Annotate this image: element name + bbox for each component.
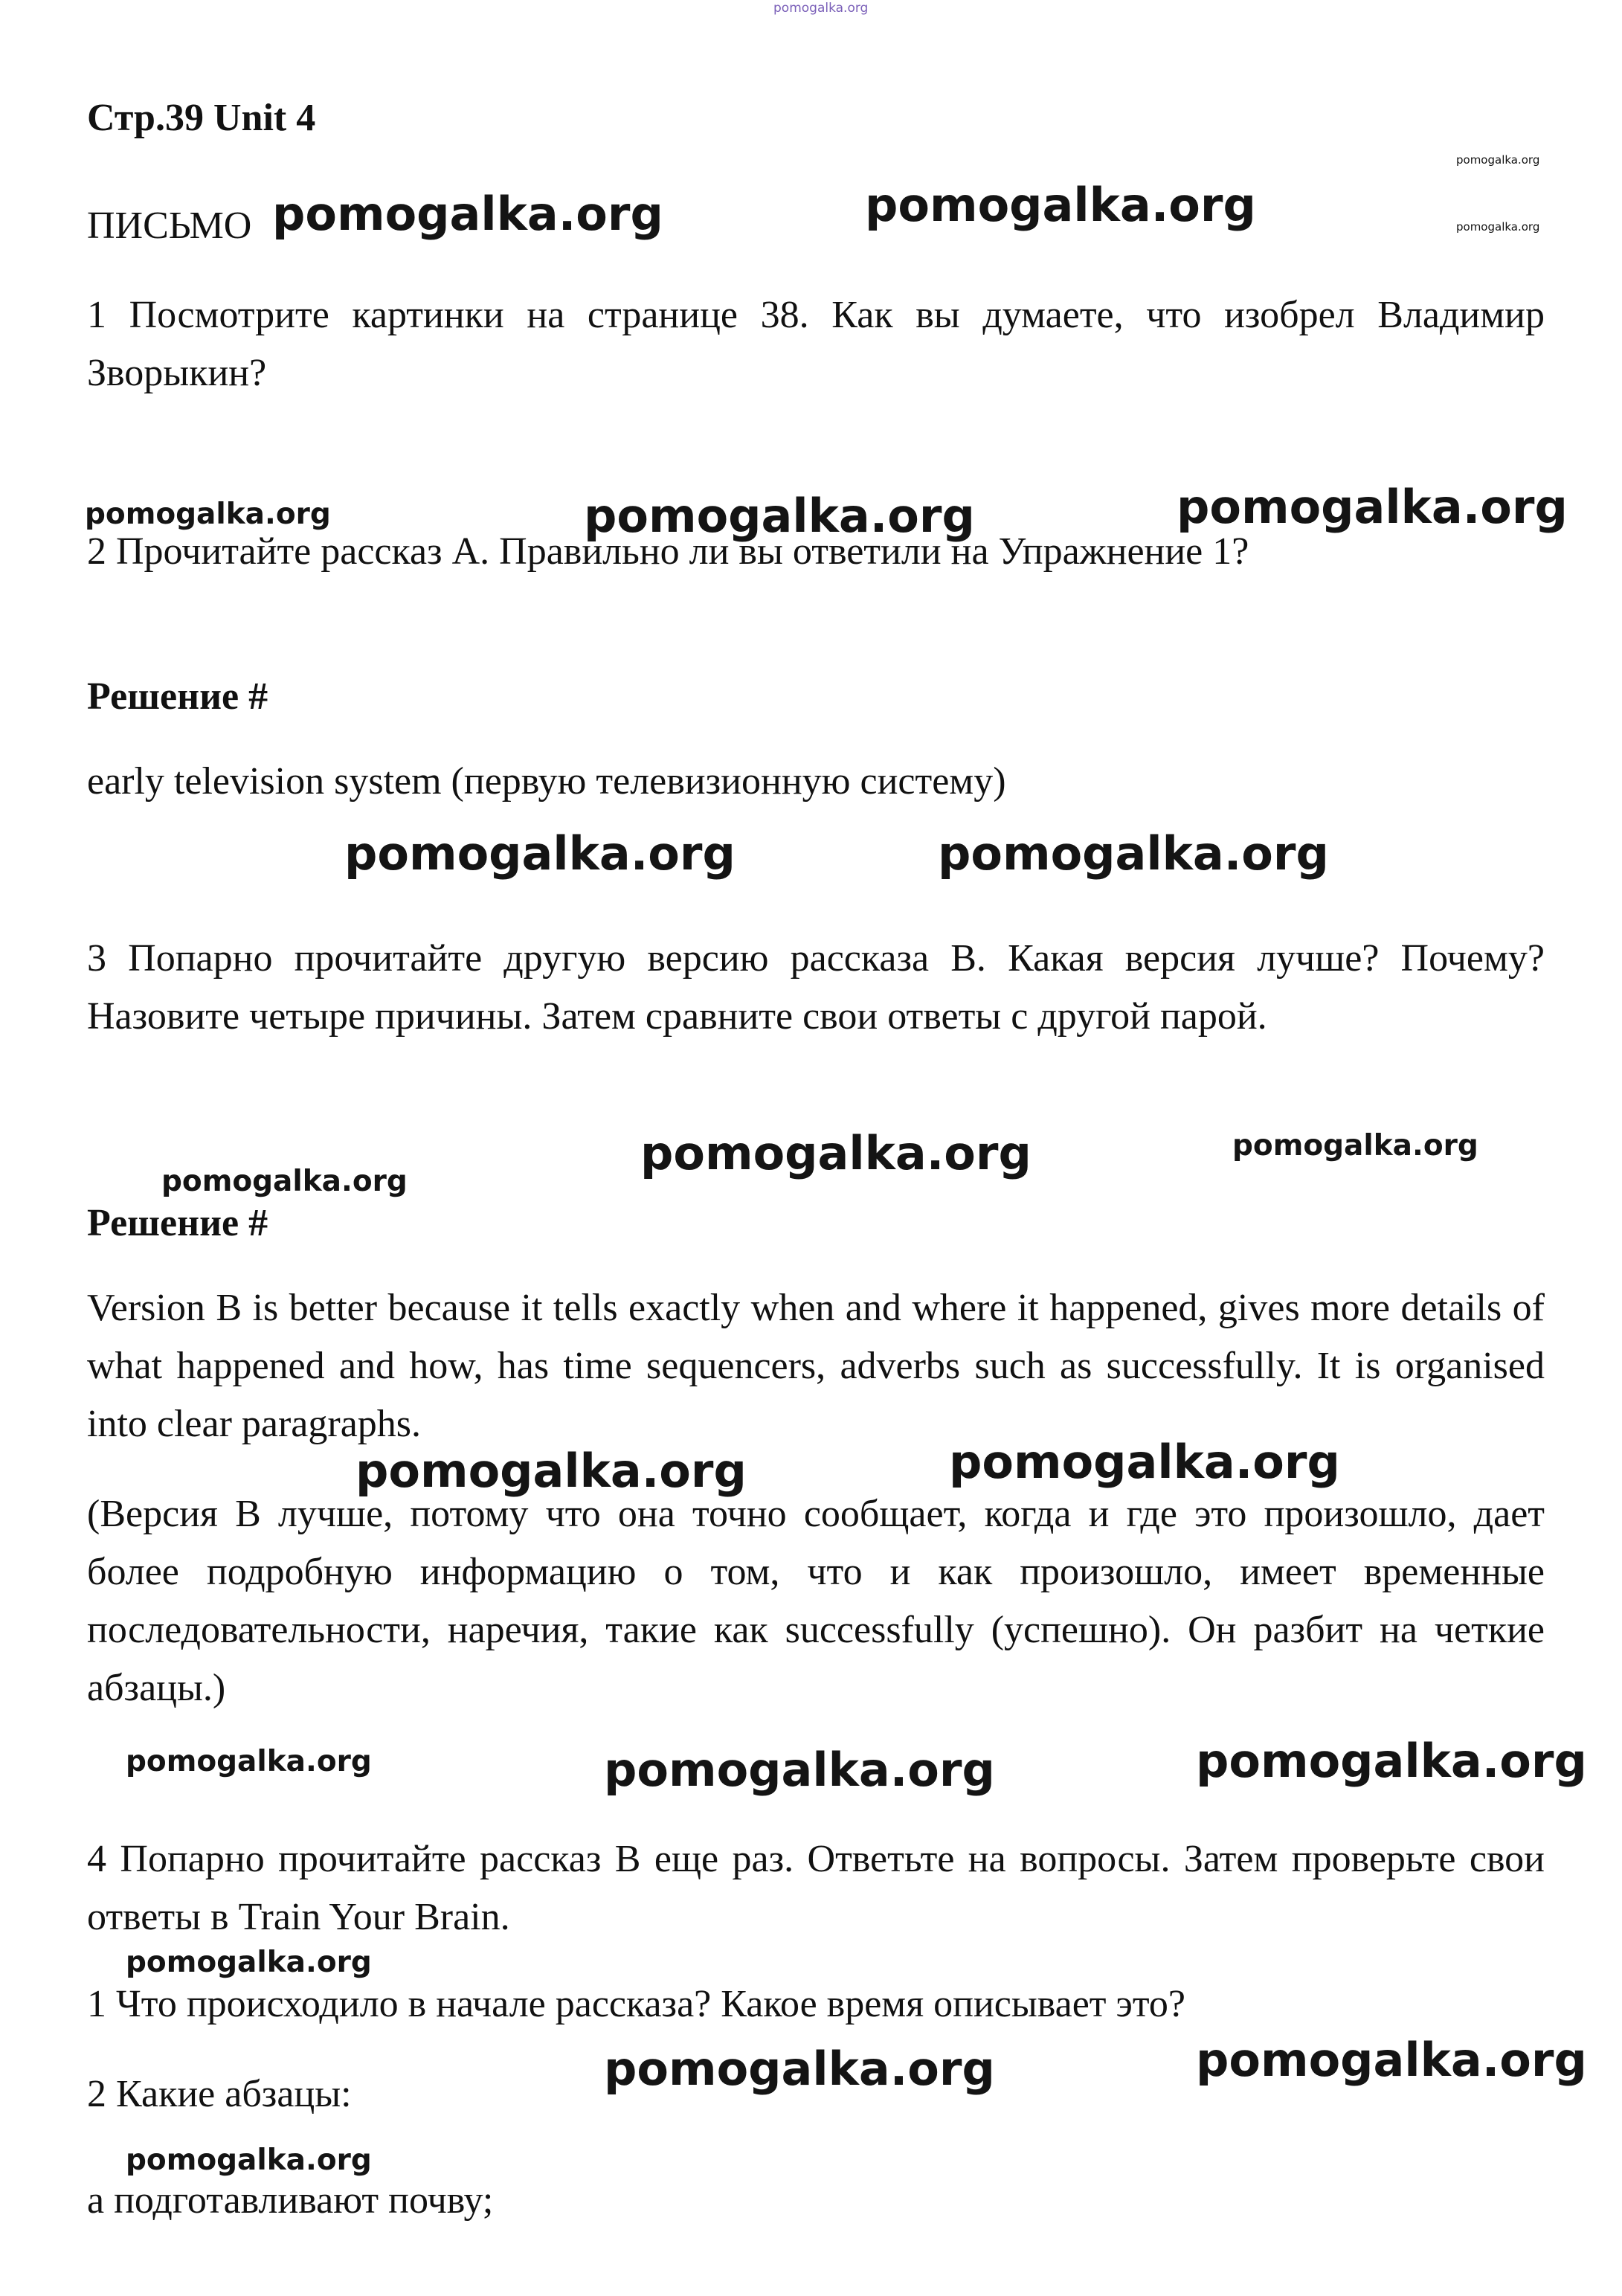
watermark: pomogalka.org (1177, 480, 1568, 534)
watermark: pomogalka.org (604, 2042, 995, 2096)
exercise-2: 2 Прочитайте рассказ А. Правильно ли вы ответили на Упражнение 1? (87, 530, 1249, 573)
watermark: pomogalka.org (344, 826, 736, 881)
watermark-top: pomogalka.org (773, 1, 869, 16)
watermark: pomogalka.org (584, 489, 975, 543)
watermark: pomogalka.org (126, 1745, 372, 1778)
answer-3-russian: (Версия В лучше, потому что она точно сообщает, когда и где это произошло, дает более подробную информацию о том, что и как произошло, имеет временные последовательности, наречия, такие как successfully (успешно). Он разбит на четкие абзацы.) (87, 1493, 1545, 1709)
question-2: 2 Какие абзацы: (87, 2073, 352, 2115)
watermark: pomogalka.org (126, 2144, 372, 2177)
watermark: pomogalka.org (272, 187, 663, 241)
watermark: pomogalka.org (1196, 2033, 1587, 2087)
solution-label: Решение # (87, 1202, 268, 1244)
page-title: Стр.39 Unit 4 (87, 97, 316, 139)
watermark-small: pomogalka.org (1456, 220, 1540, 234)
watermark: pomogalka.org (640, 1126, 1032, 1180)
question-2a: а подготавливают почву; (87, 2179, 494, 2222)
exercise-1: 1 Посмотрите картинки на странице 38. Как вы думаете, что изобрел Владимир Зворыкин? (87, 294, 1545, 394)
watermark: pomogalka.org (85, 498, 331, 531)
watermark: pomogalka.org (865, 178, 1256, 232)
exercise-4: 4 Попарно прочитайте рассказ В еще раз. Ответьте на вопросы. Затем проверьте свои ответы в Train Your Brain. (87, 1838, 1545, 1938)
watermark: pomogalka.org (161, 1165, 408, 1198)
question-1: 1 Что происходило в начале рассказа? Какое время описывает это? (87, 1983, 1185, 2025)
watermark: pomogalka.org (1196, 1734, 1587, 1788)
watermark-small: pomogalka.org (1456, 153, 1540, 167)
watermark: pomogalka.org (1232, 1129, 1478, 1163)
solution-label: Решение # (87, 675, 268, 718)
watermark: pomogalka.org (938, 826, 1329, 881)
watermark: pomogalka.org (604, 1743, 995, 1797)
watermark: pomogalka.org (949, 1435, 1340, 1489)
answer-3-english: Version B is better because it tells exactly when and where it happened, gives more details of what happened and how, has time sequencers, adverbs such as successfully. It is organised into clear paragraphs. (87, 1287, 1545, 1445)
exercise-3: 3 Попарно прочитайте другую версию рассказа В. Какая версия лучше? Почему? Назовите четыре причины. Затем сравните свои ответы с другой парой. (87, 937, 1545, 1038)
watermark: pomogalka.org (126, 1946, 372, 1979)
answer-2: early television system (первую телевизионную систему) (87, 760, 1006, 803)
section-title: ПИСЬМО (87, 205, 252, 247)
watermark: pomogalka.org (355, 1444, 747, 1498)
